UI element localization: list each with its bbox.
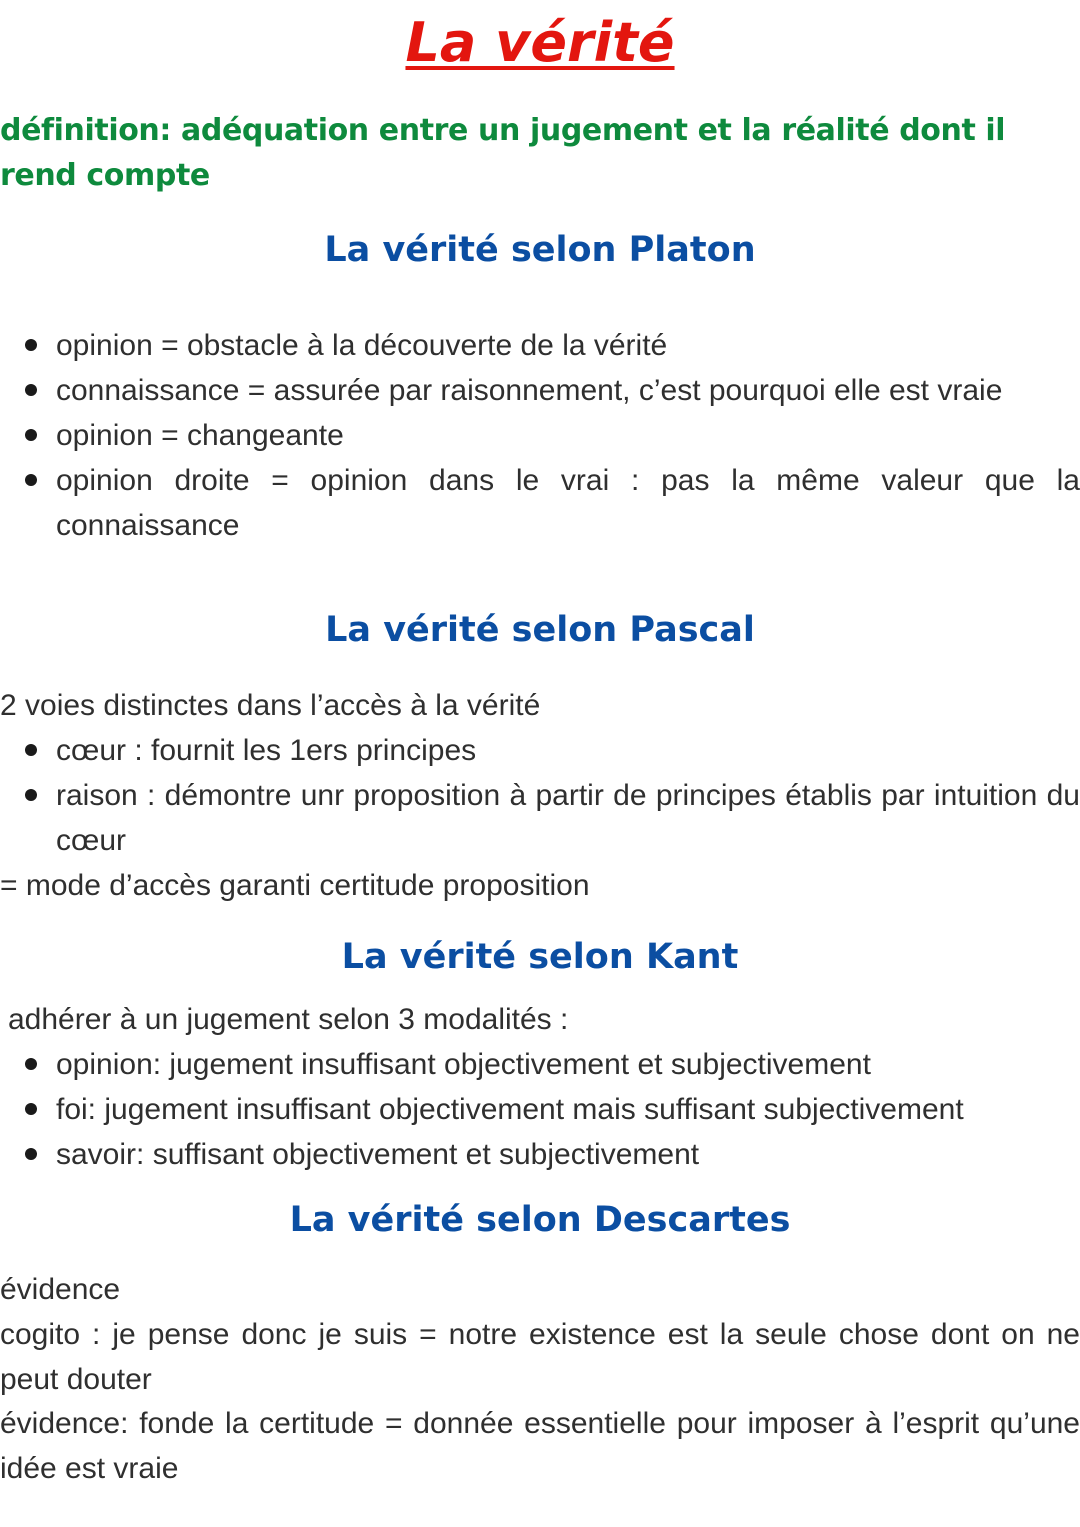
bullet-icon [25,429,37,441]
page-title: La vérité [405,11,675,74]
list-item-text: opinion: jugement insuffisant objectivement et subjectivement [56,1048,871,1081]
definition: définition: adéquation entre un jugement et la réalité dont il rend compte [0,113,1006,193]
list-item-text: cœur : fournit les 1ers principes [56,734,477,767]
list-item-text: raison : démontre unr proposition à partir de principes établis par intuition du cœur [56,779,1080,857]
list-item-text: opinion = obstacle à la découverte de la vérité [56,329,668,362]
list-item [0,728,1080,773]
bullet-icon [25,339,37,351]
descartes-line-2: cogito : je pense donc je suis = notre existence est la seule chose dont on ne peut douter [0,1318,1080,1396]
list-item [0,413,1080,458]
section-title-pascal: La vérité selon Pascal [325,610,755,650]
list-item-text: connaissance = assurée par raisonnement, c’est pourquoi elle est vraie [56,374,1003,407]
bullet-icon [25,1058,37,1070]
pascal-bullet-list [0,728,1080,863]
pascal-intro: 2 voies distinctes dans l’accès à la vérité [0,689,541,722]
bullet-icon [25,1103,37,1115]
pascal-conclusion: = mode d’accès garanti certitude proposition [0,869,590,902]
list-item [0,368,1080,413]
section-title-platon: La vérité selon Platon [324,230,756,270]
descartes-line-1: évidence [0,1273,121,1306]
bullet-icon [25,1148,37,1160]
section-title-descartes: La vérité selon Descartes [289,1200,791,1240]
kant-bullet-list [0,1042,1080,1177]
list-item-text: opinion droite = opinion dans le vrai : pas la même valeur que la connaissance [56,464,1080,542]
kant-intro: adhérer à un jugement selon 3 modalités : [8,1003,569,1036]
list-item [0,1042,1080,1087]
list-item-text: foi: jugement insuffisant objectivement mais suffisant subjectivement [56,1093,964,1126]
list-item [0,1132,1080,1177]
list-item [0,323,1080,368]
list-item-text: opinion = changeante [56,419,344,452]
list-item [0,458,1080,548]
platon-bullet-list [0,323,1080,548]
list-item-text: savoir: suffisant objectivement et subjectivement [56,1138,700,1171]
bullet-icon [25,474,37,486]
list-item [0,773,1080,863]
bullet-icon [25,744,37,756]
bullet-icon [25,789,37,801]
section-title-kant: La vérité selon Kant [341,937,739,977]
list-item [0,1087,1080,1132]
bullet-icon [25,384,37,396]
descartes-line-3: évidence: fonde la certitude = donnée essentielle pour imposer à l’esprit qu’une idée est vraie [0,1407,1080,1485]
